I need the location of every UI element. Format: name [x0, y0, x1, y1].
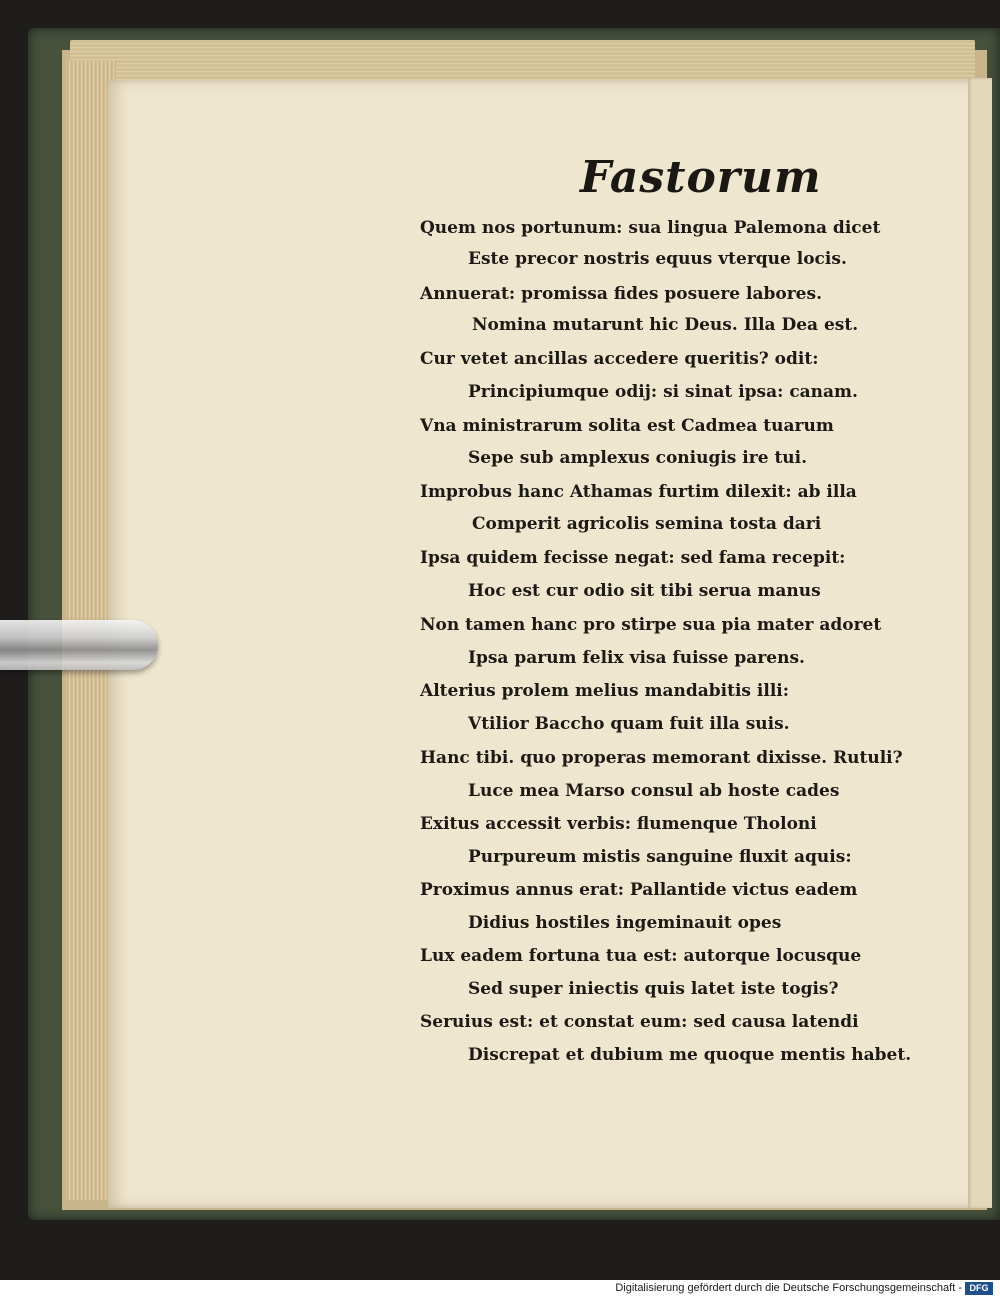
verse-line-22: Didius hostiles ingeminauit opes: [468, 913, 782, 933]
verse-line-26: Discrepat et dubium me quoque mentis habet.: [468, 1045, 912, 1065]
verse-line-15: Alterius prolem melius mandabitis illi:: [420, 681, 790, 701]
verse-line-20: Purpureum mistis sanguine fluxit aquis:: [468, 847, 852, 867]
verse-line-10: Comperit agricolis semina tosta dari: [472, 514, 822, 534]
verse-line-17: Hanc tibi. quo properas memorant dixisse. Rutuli?: [420, 748, 903, 768]
verse-line-11: Ipsa quidem fecisse negat: sed fama recepit:: [420, 548, 846, 568]
page-edges-top: [70, 40, 975, 84]
verse-line-7: Vna ministrarum solita est Cadmea tuarum: [420, 416, 834, 436]
verse-line-5: Cur vetet ancillas accedere queritis? odit:: [420, 349, 819, 369]
funding-credit: Digitalisierung gefördert durch die Deutsche Forschungsgemeinschaft -: [615, 1282, 962, 1294]
verse-line-1: Quem nos portunum: sua lingua Palemona dicet: [420, 218, 881, 238]
verse-line-23: Lux eadem fortuna tua est: autorque locusque: [420, 946, 862, 966]
verse-line-14: Ipsa parum felix visa fuisse parens.: [468, 648, 805, 668]
verse-line-6: Principiumque odij: si sinat ipsa: canam.: [468, 382, 858, 402]
verse-line-12: Hoc est cur odio sit tibi serua manus: [468, 581, 821, 601]
verse-line-4: Nomina mutarunt hic Deus. Illa Dea est.: [472, 315, 859, 335]
verse-line-24: Sed super iniectis quis latet iste togis?: [468, 979, 839, 999]
verse-line-18: Luce mea Marso consul ab hoste cades: [468, 781, 840, 801]
verse-line-16: Vtilior Baccho quam fuit illa suis.: [468, 714, 790, 734]
facing-page-strip: [968, 78, 992, 1208]
glass-rod-weight: [0, 620, 158, 670]
verse-line-8: Sepe sub amplexus coniugis ire tui.: [468, 448, 808, 468]
running-title: Fastorum: [580, 152, 822, 203]
verse-line-13: Non tamen hanc pro stirpe sua pia mater adoret: [420, 615, 882, 635]
verse-line-21: Proximus annus erat: Pallantide victus eadem: [420, 880, 858, 900]
verse-line-9: Improbus hanc Athamas furtim dilexit: ab illa: [420, 482, 857, 502]
verse-line-2: Este precor nostris equus vterque locis.: [468, 249, 847, 269]
verse-line-25: Seruius est: et constat eum: sed causa latendi: [420, 1012, 859, 1032]
verse-line-19: Exitus accessit verbis: flumenque Tholoni: [420, 814, 817, 834]
verse-line-3: Annuerat: promissa fides posuere labores.: [420, 284, 822, 304]
dfg-logo: DFG: [965, 1282, 993, 1295]
